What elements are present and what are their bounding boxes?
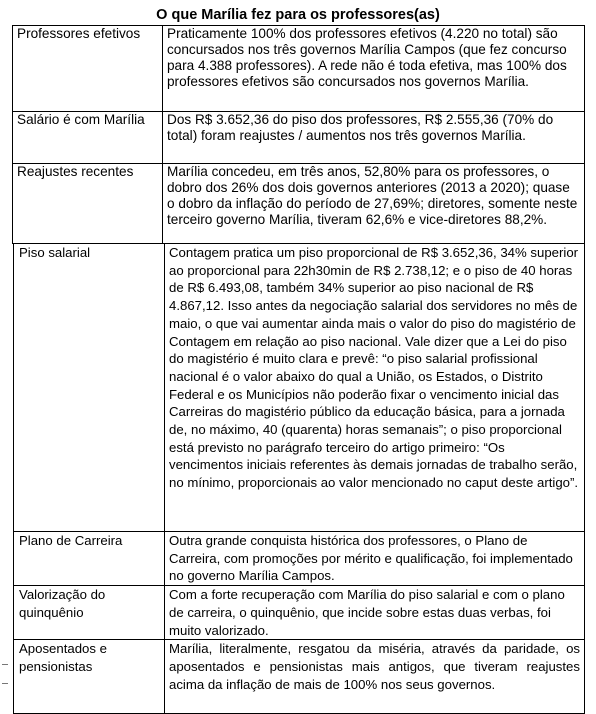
row-content-professores-efetivos: Praticamente 100% dos professores efetivos (4.220 no total) são concursados nos três governos Marília Campos (que fez concurso para 4.388 professores). A rede não é toda efetiva, mas 100% dos professores efetivos são concursados nos governos Marília. [163,26,585,112]
row-label-quinquenio: Valorização do quinquênio [14,586,165,640]
table-row [13,164,585,244]
row-content-piso-salarial: Contagem pratica um piso proporcional de R$ 3.652,36, 34% superior ao proporcional para 22h30min de R$ 2.738,12; e o piso de 40 horas de R$ 6.493,08, também 34% superior ao piso nacional de R$ 4.867,12. Isso antes da negociação salarial dos servidores no mês de maio, o que vai aumentar ainda mais o valor do piso do magistério de Contagem em relação ao piso nacional. Vale dizer que a Lei do piso do magistério é muito clara e prevê: “o piso salarial profissional nacional é o valor abaixo do qual a União, os Estados, o Distrito Federal e os Municípios não poderão fixar o vencimento inicial das Carreiras do magistério público da educação básica, para a jornada de, no máximo, 40 (quarenta) horas semanais”; o piso proporcional está previsto no parágrafo terceiro do artigo primeiro: “Os vencimentos iniciais referentes às demais jornadas de trabalho serão, no mínimo, proporcionais ao valor mencionado no caput deste artigo”. [165,244,585,532]
table-row [13,112,585,164]
row-content-plano-carreira: Outra grande conquista histórica dos professores, o Plano de Carreira, com promoções por mérito e qualificação, foi implementado no governo Marília Campos. [165,532,585,586]
row-label-aposentados: Aposentados e pensionistas [14,640,165,714]
row-label-salario: Salário é com Marília [13,112,163,164]
table-row [14,244,585,532]
row-label-professores-efetivos: Professores efetivos [13,26,163,112]
table-row [14,532,585,586]
row-label-piso-salarial: Piso salarial [14,244,165,532]
row-content-aposentados: Marília, literalmente, resgatou da miséria, através da paridade, os aposentados e pensionistas mais antigos, que tiveram reajustes acima da inflação de mais de 100% nos seus governos. [165,640,585,714]
table-row [14,586,585,640]
summary-table-bottom [13,243,585,714]
row-content-reajustes [163,164,585,244]
row-content-quinquenio: Com a forte recuperação com Marília do piso salarial e com o plano de carreira, o quinquênio, que incide sobre estas duas verbas, foi muito valorizado. [165,586,585,640]
margin-tick [2,664,8,665]
row-label-plano-carreira: Plano de Carreira [14,532,165,586]
summary-table-top [12,25,585,244]
row-content-salario: Dos R$ 3.652,36 do piso dos professores, R$ 2.555,36 (70% do total) foram reajustes / aumentos nos três governos Marília. [163,112,585,164]
table-row [14,640,585,714]
margin-tick [2,683,8,684]
row-label-reajustes: Reajustes recentes [13,164,163,244]
reajustes-text: Marília concedeu, em três anos, 52,80% para os professores, o dobro dos 26% dos dois governos anteriores (2013 a 2020); quase o dobro da inflação do período de 27,69%; diretores, somente neste terceiro governo Marília, tiveram 62,6% e vice-diretores 88,2%. [167,164,578,227]
document-title: O que Marília fez para os professores(as) [156,7,440,23]
table-row [13,26,585,112]
